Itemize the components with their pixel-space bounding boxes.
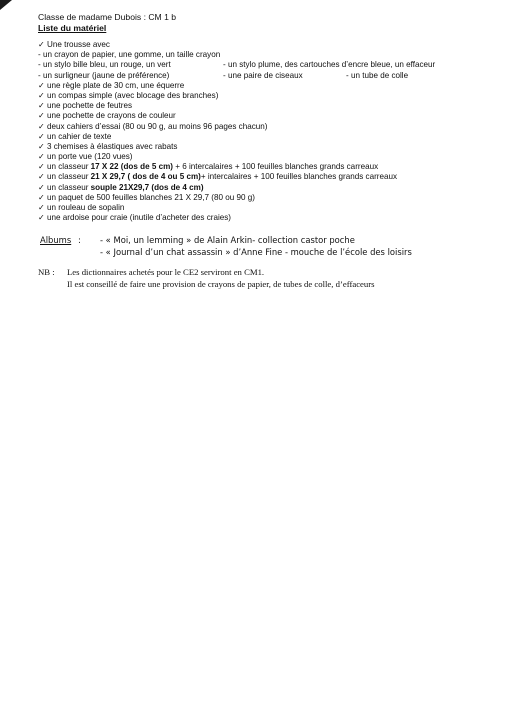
list-item-text: - un tube de colle [346,70,409,80]
sub-item-stylos [38,60,508,70]
check-icon: ✓ [38,80,45,90]
list-item-classeur-souple [38,183,508,193]
list-item-text: un classeur [47,172,91,182]
list-item-text: un classeur [47,182,91,192]
check-icon: ✓ [38,90,45,100]
check-icon: ✓ [38,192,45,202]
list-item-emphasis: 21 X 29,7 ( dos de 4 ou 5 cm) [90,172,201,182]
list-item-classeur-17x22 [38,162,508,172]
list-item-compas [38,91,508,101]
check-icon: ✓ [38,213,45,223]
check-icon: ✓ [38,203,45,212]
albums-colon: : [78,235,81,246]
nb-note-provision: Il est conseillé de faire une provision de crayons de papier, de tubes de colle, d’effaceurs [67,278,375,289]
list-item-sopalin [38,203,508,213]
list-item-text: un classeur [47,162,91,172]
list-item-emphasis: 17 X 22 (dos de 5 cm) [90,162,173,172]
list-item-text: un paquet de 500 feuilles blanches 21 X 29,7 (80 ou 90 g) [47,192,255,202]
list-item-text: - un stylo plume, des cartouches d’encre bleue, un effaceur [223,60,436,70]
list-item-text: - un stylo bille bleu, un rouge, un vert [38,60,171,70]
list-item-crayons-couleur [38,111,508,121]
list-item-text: - un surligneur (jaune de préférence) [38,70,170,80]
list-item-text: 3 chemises à élastiques avec rabats [47,141,178,151]
list-item-feutres [38,101,508,111]
sub-item-crayon [38,50,508,60]
check-icon: ✓ [38,152,45,162]
albums-section [38,235,508,259]
list-item-text: une règle plate de 30 cm, une équerre [47,80,185,90]
check-icon: ✓ [38,111,45,121]
albums-label: Albums [40,235,72,246]
list-item-text: une pochette de crayons de couleur [47,111,176,121]
check-icon: ✓ [38,121,45,131]
list-item-ardoise [38,213,508,223]
list-item-text: une ardoise pour craie (inutile d’acheter des craies) [47,213,232,223]
list-item-text: une pochette de feutres [47,101,133,111]
nb-section [38,267,508,291]
list-item-cahiers-essai [38,122,508,132]
class-heading: Classe de madame Dubois : CM 1 b [38,12,177,22]
list-item-text: + 6 intercalaires + 100 feuilles blanches grands carreaux [172,162,379,172]
check-icon: ✓ [38,162,45,172]
sub-item-surligneur [38,71,508,81]
check-icon: ✓ [38,40,45,49]
list-title: Liste du matériel [38,22,107,33]
list-item-text: deux cahiers d’essai (80 ou 90 g, au moins 96 pages chacun) [47,121,268,131]
list-item-paquet-feuilles [38,193,508,203]
list-item-text: Une trousse avec [47,40,110,49]
scan-corner-mark [0,0,12,10]
list-item-text: un cahier de texte [47,131,112,141]
list-item-porte-vue [38,152,508,162]
supply-list-document [38,12,508,291]
list-item-text: - un crayon de papier, une gomme, un taille crayon [38,50,221,60]
check-icon: ✓ [38,131,45,141]
check-icon: ✓ [38,101,45,111]
album-item-chat-assassin: - « Journal d’un chat assassin » d’Anne Fine - mouche de l’école des loisirs [100,246,412,257]
list-item-regle [38,81,508,91]
album-item-lemming: - « Moi, un lemming » de Alain Arkin- collection castor poche [100,235,355,246]
list-item-text: - une paire de ciseaux [223,70,303,80]
list-item-text: un compas simple (avec blocage des branches) [47,90,219,100]
list-item-chemises [38,142,508,152]
list-item-text: un rouleau de sopalin [47,203,125,212]
list-item-emphasis: souple 21X29,7 (dos de 4 cm) [90,182,204,192]
check-icon: ✓ [38,182,45,192]
check-icon: ✓ [38,172,45,182]
list-item-text: + intercalaires + 100 feuilles blanches grands carreaux [200,172,398,182]
list-item-trousse [38,40,508,50]
list-item-text: un porte vue (120 vues) [47,152,133,162]
nb-label: NB : [38,267,55,278]
list-item-cahier-texte [38,132,508,142]
nb-note-dictionnaires: Les dictionnaires achetés pour le CE2 serviront en CM1. [67,267,265,278]
list-item-classeur-21x29 [38,172,508,182]
check-icon: ✓ [38,141,45,151]
